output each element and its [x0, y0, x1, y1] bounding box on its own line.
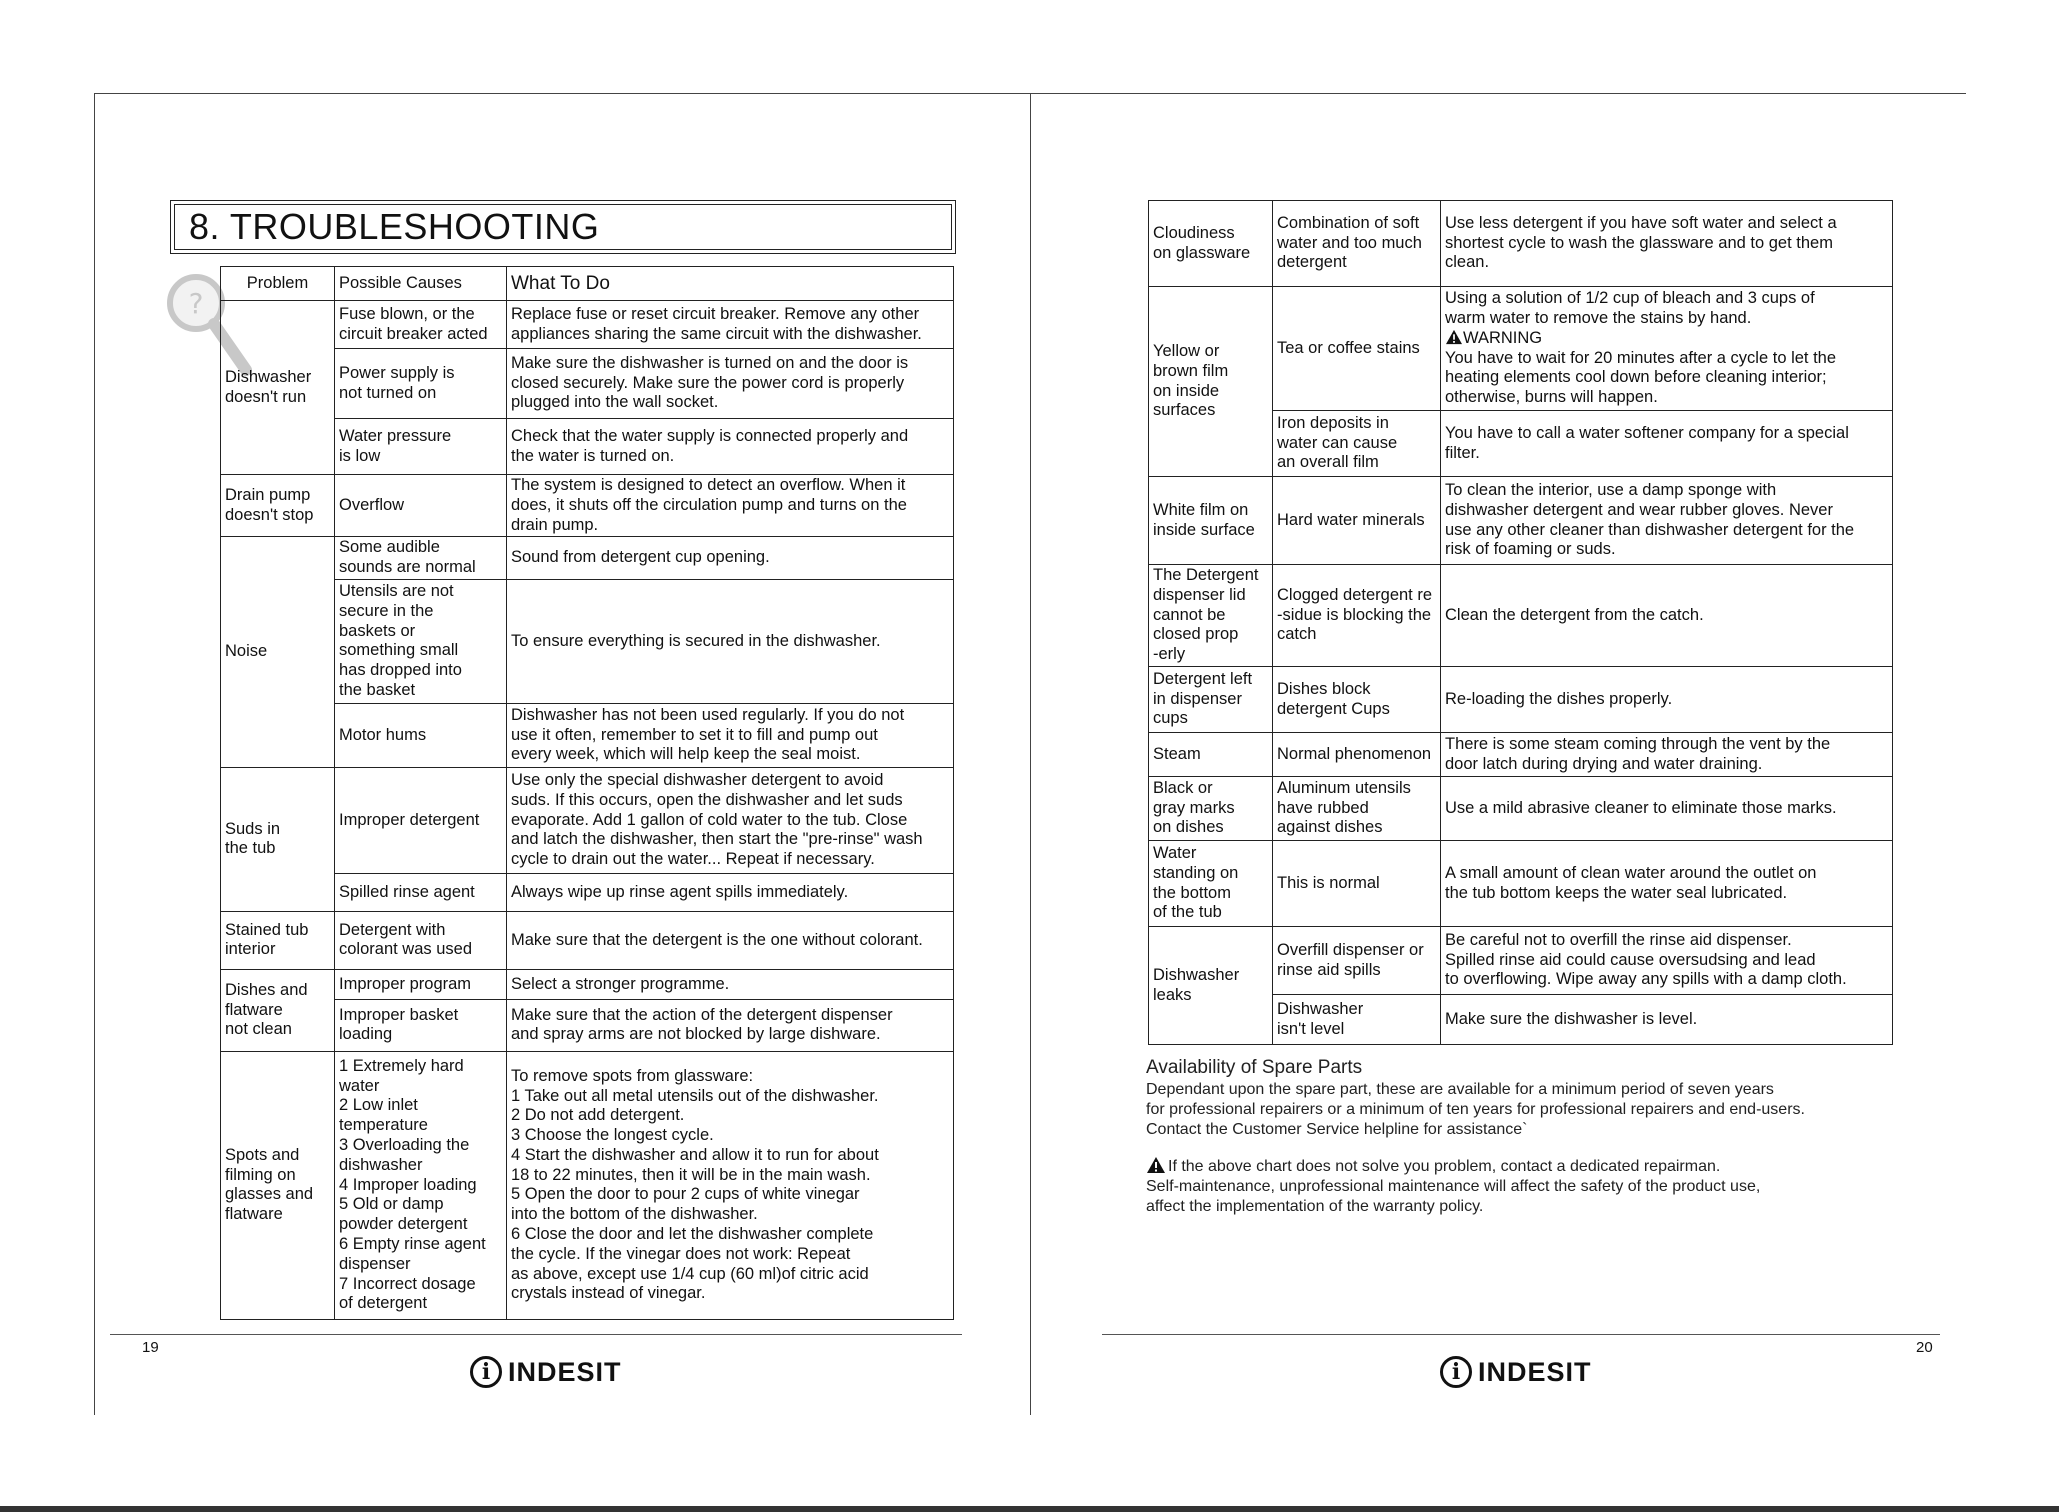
table-row	[221, 911, 954, 969]
problem-cell: Dishes and flatware not clean	[221, 969, 335, 1051]
maintenance-note: Self-maintenance, unprofessional maintenance will affect the safety of the product use, affect the implementation of the warranty policy.	[1146, 1178, 1761, 1215]
logo-text: INDESIT	[508, 1356, 622, 1387]
table-row	[1149, 565, 1893, 667]
cause-cell: Improper program	[335, 969, 507, 999]
header-causes: Possible Causes	[335, 267, 507, 301]
cause-cell: Tea or coffee stains	[1273, 287, 1441, 411]
todo-cell: Be careful not to overfill the rinse aid dispenser. Spilled rinse aid could cause oversudsing and lead to overflowing. Wipe away any spills with a damp cloth.	[1441, 927, 1893, 995]
warning-label	[1445, 329, 1542, 347]
todo-cell: Use less detergent if you have soft water and select a shortest cycle to wash the glassware and to get them clean.	[1441, 201, 1893, 287]
todo-cell: Check that the water supply is connected properly and the water is turned on.	[507, 419, 954, 475]
header-todo: What To Do	[507, 267, 954, 301]
bottom-edge-bar	[0, 1506, 2059, 1512]
cause-cell: Combination of soft water and too much detergent	[1273, 201, 1441, 287]
warning-triangle-icon	[1146, 1156, 1166, 1174]
cause-cell: Dishes block detergent Cups	[1273, 667, 1441, 733]
todo-cell: Dishwasher has not been used regularly. If you do not use it often, remember to set it to fill and pump out every week, which will help keep the seal moist.	[507, 703, 954, 767]
warning-text: WARNING	[1463, 328, 1543, 347]
todo-text: Using a solution of 1/2 cup of bleach and 3 cups of warm water to remove the stains by hand.	[1445, 289, 1815, 327]
problem-cell: Noise	[221, 537, 335, 768]
todo-cell: Make sure the dishwasher is level.	[1441, 995, 1893, 1045]
cause-cell: Aluminum utensils have rubbed against dishes	[1273, 777, 1441, 841]
cause-cell: Improper basket loading	[335, 999, 507, 1051]
problem-cell: Black or gray marks on dishes	[1149, 777, 1273, 841]
cause-cell: Spilled rinse agent	[335, 873, 507, 911]
page-spine-rule	[1030, 93, 1031, 1415]
warning-triangle-icon	[1445, 329, 1463, 345]
cause-cell: Water pressure is low	[335, 419, 507, 475]
todo-cell: To remove spots from glassware: 1 Take out all metal utensils out of the dishwasher. 2 Do not add detergent. 3 Choose the longest cycle. 4 Start the dishwasher and allow it to run for about 18 to 22 minutes, then it will be in the main wash. 5 Open the door to pour 2 cups of white vinegar into the bottom of the dishwasher. 6 Close the door and let the dishwasher complete the cycle. If the vinegar does not work: Repeat as above, except use 1/4 cup (60 ml)of citric acid crystals instead of vinegar.	[507, 1051, 954, 1319]
cause-cell: Overfill dispenser or rinse aid spills	[1273, 927, 1441, 995]
problem-cell: Steam	[1149, 733, 1273, 777]
cause-cell: Power supply is not turned on	[335, 349, 507, 419]
cause-cell: Utensils are not secure in the baskets or something small has dropped into the basket	[335, 579, 507, 703]
spare-parts-section	[1146, 1058, 1926, 1217]
todo-cell: Make sure that the detergent is the one without colorant.	[507, 911, 954, 969]
cause-cell: Some audible sounds are normal	[335, 537, 507, 580]
repair-warning-text: If the above chart does not solve you problem, contact a dedicated repairman.	[1168, 1158, 1721, 1175]
table-row	[1149, 927, 1893, 995]
table-row	[221, 1051, 954, 1319]
todo-cell: You have to call a water softener company for a special filter.	[1441, 411, 1893, 477]
problem-cell: The Detergent dispenser lid cannot be closed prop -erly	[1149, 565, 1273, 667]
problem-cell: Suds in the tub	[221, 767, 335, 911]
todo-cell: To ensure everything is secured in the dishwasher.	[507, 579, 954, 703]
cause-cell: Clogged detergent re -sidue is blocking the catch	[1273, 565, 1441, 667]
section-title-box	[170, 200, 956, 254]
problem-cell: Spots and filming on glasses and flatware	[221, 1051, 335, 1319]
logo-text: INDESIT	[1478, 1356, 1592, 1387]
todo-cell: Use a mild abrasive cleaner to eliminate those marks.	[1441, 777, 1893, 841]
cause-cell: Motor hums	[335, 703, 507, 767]
todo-text: You have to wait for 20 minutes after a cycle to let the heating elements cool down before cleaning interior; otherwise, burns will happen.	[1445, 348, 1837, 407]
spare-parts-body: Dependant upon the spare part, these are available for a minimum period of seven years for professional repairers or a minimum of ten years for professional repairers and end-users. Contact the Customer Service helpline for assistance`	[1146, 1081, 1805, 1138]
todo-cell: Sound from detergent cup opening.	[507, 537, 954, 580]
cause-cell: Detergent with colorant was used	[335, 911, 507, 969]
table-row	[1149, 733, 1893, 777]
todo-cell: To clean the interior, use a damp sponge with dishwasher detergent and wear rubber gloves. Never use any other cleaner than dishwasher detergent for the risk of foaming or suds.	[1441, 477, 1893, 565]
cause-cell: 1 Extremely hard water 2 Low inlet temperature 3 Overloading the dishwasher 4 Improper loading 5 Old or damp powder detergent 6 Empty rinse agent dispenser 7 Incorrect dosage of detergent	[335, 1051, 507, 1319]
table-row	[221, 537, 954, 580]
table-row	[221, 767, 954, 873]
table-row	[1149, 777, 1893, 841]
footer-rule-left	[110, 1334, 962, 1335]
table-header-row	[221, 267, 954, 301]
page-number-left: 19	[142, 1339, 159, 1356]
page-title: 8. TROUBLESHOOTING	[174, 204, 952, 250]
troubleshooting-table-right	[1148, 200, 1893, 1045]
problem-cell: Dishwasher leaks	[1149, 927, 1273, 1045]
logo-mark-icon: i	[470, 1356, 502, 1388]
svg-text:?: ?	[188, 287, 204, 320]
todo-cell: Clean the detergent from the catch.	[1441, 565, 1893, 667]
problem-cell: Stained tub interior	[221, 911, 335, 969]
todo-cell: A small amount of clean water around the outlet on the tub bottom keeps the water seal lubricated.	[1441, 841, 1893, 927]
cause-cell: Fuse blown, or the circuit breaker acted	[335, 301, 507, 349]
problem-cell: Water standing on the bottom of the tub	[1149, 841, 1273, 927]
table-row	[1149, 841, 1893, 927]
logo-mark-icon: i	[1440, 1356, 1472, 1388]
cause-cell: Overflow	[335, 475, 507, 537]
page-number-right: 20	[1916, 1339, 1933, 1356]
troubleshooting-table-left	[220, 266, 954, 1320]
todo-cell: Always wipe up rinse agent spills immediately.	[507, 873, 954, 911]
todo-cell: Select a stronger programme.	[507, 969, 954, 999]
footer-rule-right	[1102, 1334, 1940, 1335]
table-row	[221, 475, 954, 537]
table-row	[221, 301, 954, 349]
spare-parts-title: Availability of Spare Parts	[1146, 1057, 1363, 1078]
problem-cell: Drain pump doesn't stop	[221, 475, 335, 537]
todo-cell: Use only the special dishwasher detergent to avoid suds. If this occurs, open the dishwasher and let suds evaporate. Add 1 gallon of cold water to the tub. Close and latch the dishwasher, then start the "pre-rinse" wash cycle to drain out the water... Repeat if necessary.	[507, 767, 954, 873]
cause-cell: This is normal	[1273, 841, 1441, 927]
table-row	[1149, 201, 1893, 287]
todo-cell: Make sure the dishwasher is turned on and the door is closed securely. Make sure the power cord is properly plugged into the wall socket.	[507, 349, 954, 419]
problem-cell: Cloudiness on glassware	[1149, 201, 1273, 287]
page-left-rule	[94, 93, 95, 1415]
todo-cell	[1441, 287, 1893, 411]
header-problem: Problem	[221, 267, 335, 301]
problem-cell: Detergent left in dispenser cups	[1149, 667, 1273, 733]
todo-cell: There is some steam coming through the vent by the door latch during drying and water draining.	[1441, 733, 1893, 777]
todo-cell: The system is designed to detect an overflow. When it does, it shuts off the circulation pump and turns on the drain pump.	[507, 475, 954, 537]
table-row	[1149, 477, 1893, 565]
table-row	[1149, 287, 1893, 411]
todo-cell: Re-loading the dishes properly.	[1441, 667, 1893, 733]
todo-cell: Make sure that the action of the detergent dispenser and spray arms are not blocked by large dishware.	[507, 999, 954, 1051]
cause-cell: Improper detergent	[335, 767, 507, 873]
cause-cell: Dishwasher isn't level	[1273, 995, 1441, 1045]
cause-cell: Iron deposits in water can cause an overall film	[1273, 411, 1441, 477]
problem-cell: Dishwasher doesn't run	[221, 301, 335, 475]
cause-cell: Normal phenomenon	[1273, 733, 1441, 777]
table-row	[221, 969, 954, 999]
problem-cell: White film on inside surface	[1149, 477, 1273, 565]
brand-logo-left	[470, 1352, 622, 1392]
repair-warning	[1146, 1156, 1926, 1177]
todo-cell: Replace fuse or reset circuit breaker. Remove any other appliances sharing the same circuit with the dishwasher.	[507, 301, 954, 349]
brand-logo-right	[1440, 1352, 1592, 1392]
cause-cell: Hard water minerals	[1273, 477, 1441, 565]
problem-cell: Yellow or brown film on inside surfaces	[1149, 287, 1273, 477]
table-row	[1149, 667, 1893, 733]
